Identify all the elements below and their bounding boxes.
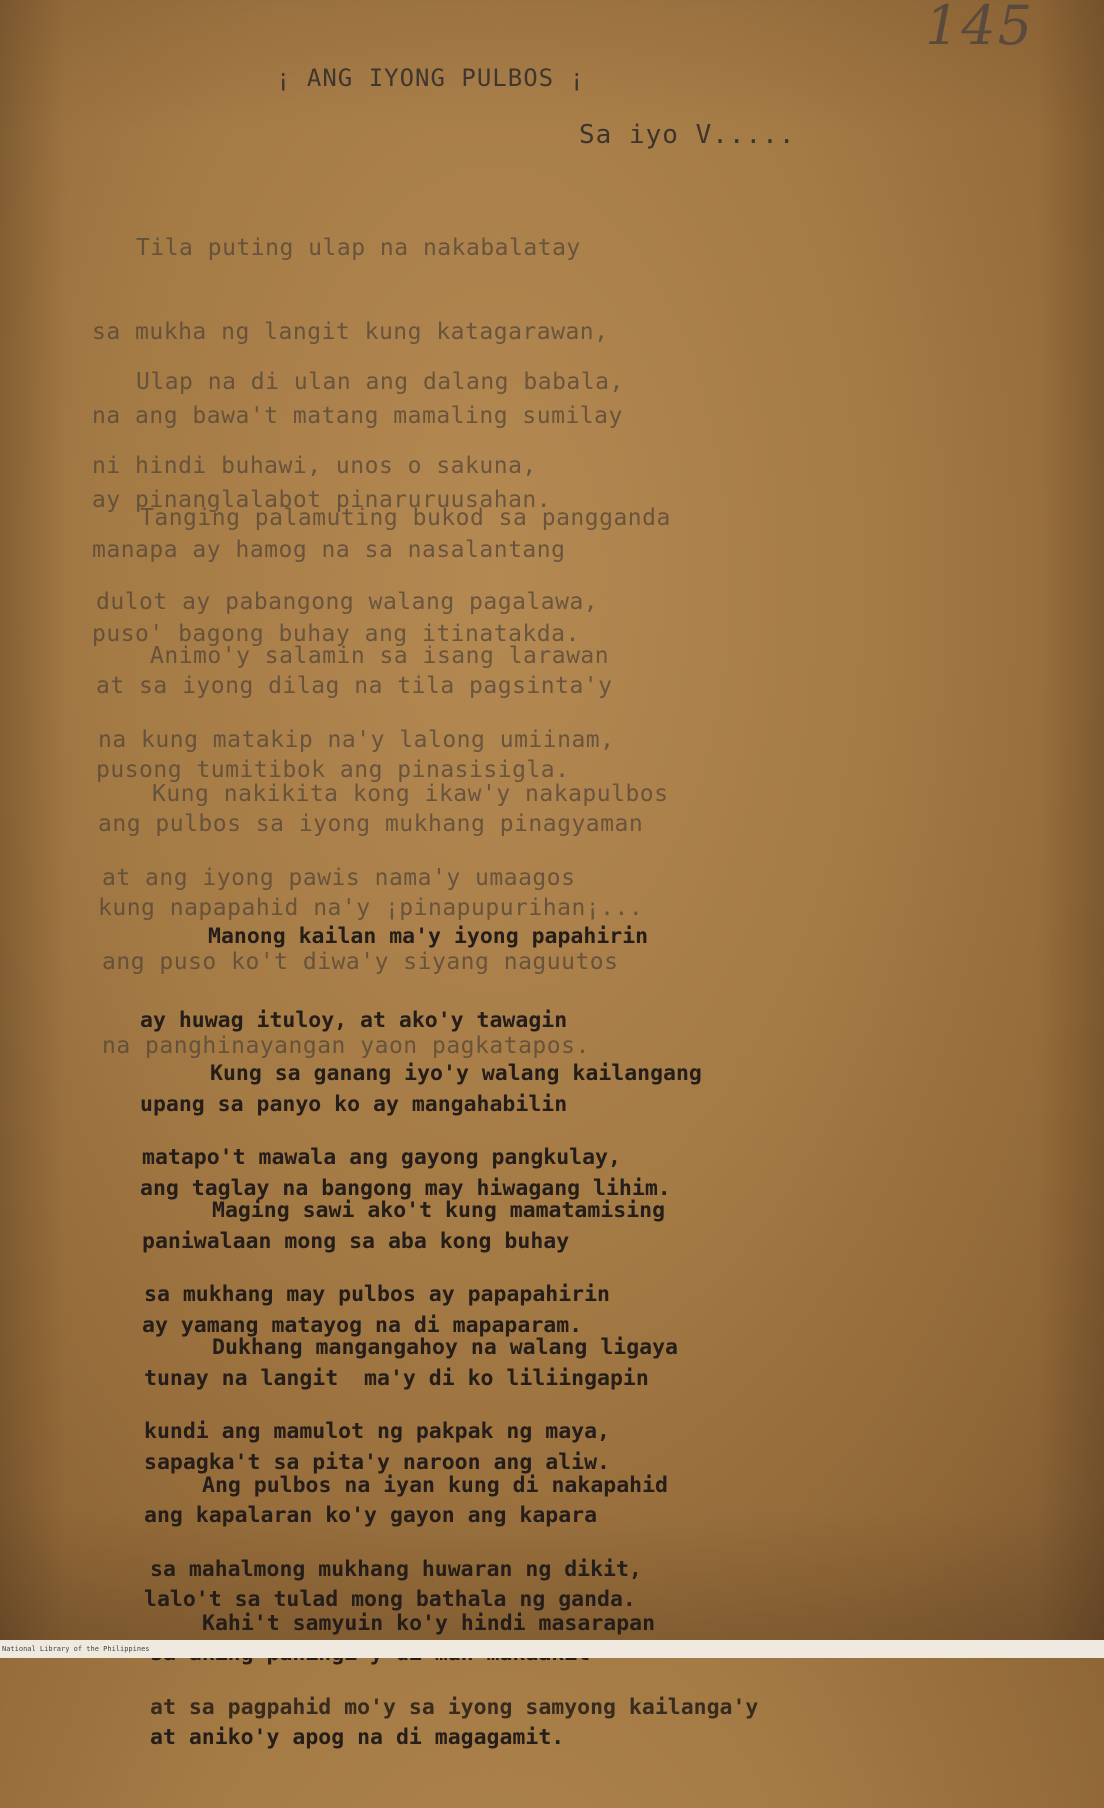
poem-line: ang pulbos sa iyong mukhang pinagyaman [98,811,644,837]
poem-line: puso' bagong buhay ang itinatakda. [92,621,580,647]
poem-line: sa mukha ng langit kung katagarawan, [92,319,609,345]
poem-line: Maging sawi ako't kung mamatamising [212,1198,666,1223]
poem-line: paniwalaan mong sa aba kong buhay [142,1229,570,1254]
poem-line: at aniko'y apog na di magagamit. [150,1725,565,1750]
poem-line: kundi ang mamulot ng pakpak ng maya, [144,1419,610,1444]
poem-line: at sa pagpahid mo'y sa iyong samyong kailanga'y [150,1695,759,1720]
poem-line: ang puso ko't diwa'y siyang naguutos [102,949,619,975]
poem-line: matapo't mawala ang gayong pangkulay, [142,1145,621,1170]
poem-line: tunay na langit ma'y di ko liliingapin [144,1366,649,1391]
poem-line: sa mukhang may pulbos ay papapahirin [144,1282,610,1307]
poem-line: Dukhang mangangahoy na walang ligaya [212,1335,678,1360]
archive-footer: National Library of the Philippines [0,1640,1104,1658]
poem-line: na ang bawa't matang mamaling sumilay [92,403,623,429]
poem-line: sa mahalmong mukhang huwaran ng dikit, [150,1557,642,1582]
poem-line: Tila puting ulap na nakabalatay [136,235,581,261]
poem-line: kung napapahid na'y ¡pinapupurihan¡... [98,895,644,921]
poem-title: ¡ ANG IYONG PULBOS ¡ [276,64,585,92]
poem-line: Tanging palamuting bukod sa panggandа [140,505,671,531]
poem-line: Kung nakikita kong ikaw'y nakapulbos [152,781,669,807]
poem-line: ang kapalaran ko'y gayon ang kapara [144,1503,598,1528]
poem-line: at sa iyong dilag na tila pagsinta'y [96,673,613,699]
poem-line: Ulap na di ulan ang dalang babala, [136,369,624,395]
poem-dedication: Sa iyo V..... [579,120,796,150]
poem-line: at ang iyong pawis nama'y umaagos [102,865,576,891]
poem-line: Ang pulbos na iyan kung di nakapahid [202,1473,668,1498]
page-number-handwritten: 145 [925,0,1035,57]
poem-line: sapagka't sa pita'y naroon ang aliw. [144,1450,610,1475]
poem-line: Kahi't samyuin ko'y hindi masarapan [202,1611,656,1636]
poem-line: ay yamang matayog na di mapaparam. [142,1313,583,1338]
stanza-11 [150,1554,758,1778]
poem-line: na panghinayangan yaon pagkatapos. [102,1033,590,1059]
poem-line: pusong tumitibok ang pinasisigla. [96,757,570,783]
poem-line: ni hindi buhawi, unos o sakuna, [92,453,537,479]
poem-line: Animo'y salamin sa isang larawan [150,643,610,669]
poem-line: na kung matakip na'y lalong umiinam, [98,727,615,753]
poem-line: ang taglay na bangong may hiwagang lihim. [140,1176,671,1201]
poem-line: manapa ay hamog na sa nasalantang [92,537,566,563]
poem-line: Kung sa ganang iyo'y walang kailangang [210,1061,702,1086]
poem-line: dulot ay pabangong walang pagalawa, [96,589,599,615]
poem-line: Manong kailan ma'y iyong papahirin [208,924,649,949]
poem-line: ay huwag ituloy, at ako'y tawagin [140,1008,568,1033]
poem-line: ay pinanglalabot pinaruruusahan. [92,487,552,513]
poem-line: lalo't sa tulad mong bathala ng ganda. [144,1587,636,1612]
poem-line: upang sa panyo ko ay mangahabilin [140,1092,568,1117]
